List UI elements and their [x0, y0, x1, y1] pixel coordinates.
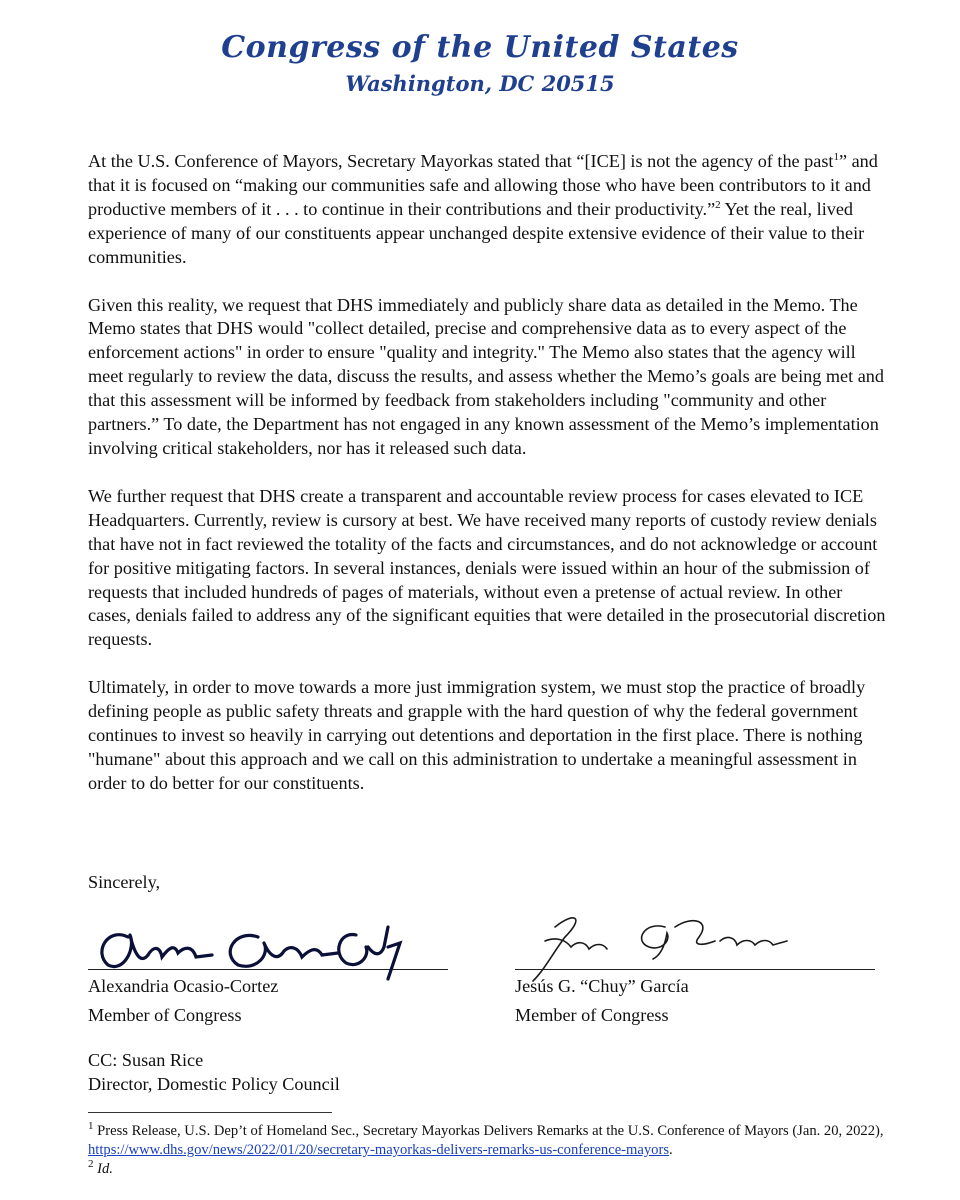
paragraph-1-text-c: Yet the real, lived experience of many of our constituents appear unchanged despite extensive evidence of their value to their communities. — [88, 198, 865, 267]
footnote-1 — [88, 1122, 888, 1160]
letter-body — [88, 150, 888, 820]
footnote-1-link[interactable]: https://www.dhs.gov/news/2022/01/20/secretary-mayorkas-delivers-remarks-us-conference-mayors — [88, 1142, 670, 1158]
signature-block-2 — [515, 905, 875, 1030]
cc-block — [88, 1048, 340, 1096]
closing: Sincerely, — [88, 872, 161, 892]
cc-recipient-title: Director, Domestic Policy Council — [88, 1074, 340, 1094]
footnote-1-text: Press Release, U.S. Dep’t of Homeland Sec., Secretary Mayorkas Delivers Remarks at the U.S. Conference of Mayors (Jan. 20, 2022), — [93, 1123, 884, 1139]
signer-1-title: Member of Congress — [88, 1005, 242, 1025]
paragraph-1-text-a: At the U.S. Conference of Mayors, Secretary Mayorkas stated that “[ICE] is not the agency of the past — [88, 151, 834, 171]
letterhead — [0, 30, 960, 96]
paragraph-1-text-b: ” and that it is focused on “making our communities safe and allowing those who have been contributors to it and productive members of it . . . to continue in their contributions and their productivity.” — [88, 151, 878, 219]
paragraph-2: Given this reality, we request that DHS immediately and publicly share data as detailed in the Memo. The Memo states that DHS would "collect detailed, precise and comprehensive data as to every aspect of the enforcement actions" in order to ensure "quality and integrity." The Memo also states that the agency will meet regularly to review the data, discuss the results, and assess whether the Memo’s goals are being met and that this assessment will be informed by feedback from stakeholders including "community and other partners.” To date, the Department has not engaged in any known assessment of the Memo’s implementation involving critical stakeholders, nor has it released such data. — [88, 294, 884, 458]
signature-line-1 — [88, 905, 448, 970]
signature-line-2 — [515, 905, 875, 970]
footnote-2 — [88, 1160, 888, 1179]
paragraph-3: We further request that DHS create a transparent and accountable review process for cases elevated to ICE Headquarters. Currently, review is cursory at best. We have received many reports of custody review denials that have not in fact reviewed the totality of the facts and circumstances, and do not acknowledge or account for positive mitigating factors. In several instances, denials were issued within an hour of the submission of requests that included hundreds of pages of materials, without even a pretense of actual review. In other cases, denials failed to address any of the significant equities that were detailed in the prosecutorial discretion requests. — [88, 485, 886, 650]
footnote-ref-2: 2 — [715, 198, 721, 211]
signature-2-image — [515, 897, 805, 987]
signature-block-1 — [88, 905, 448, 1030]
letterhead-title: Congress of the United States — [221, 30, 739, 65]
signer-1-name: Alexandria Ocasio-Cortez — [88, 976, 279, 996]
letterhead-address: Washington, DC 20515 — [345, 71, 615, 96]
cc-recipient: CC: Susan Rice — [88, 1050, 204, 1070]
footnote-2-text: Id. — [93, 1161, 113, 1177]
footnote-1-end: . — [669, 1142, 673, 1158]
footnote-ref-1: 1 — [833, 150, 839, 163]
footnote-1-number: 1 — [88, 1120, 94, 1133]
paragraph-4: Ultimately, in order to move towards a more just immigration system, we must stop the practice of broadly defining people as public safety threats and grapple with the hard question of why the federal government continues to invest so heavily in carrying out detentions and deportation in the first place. There is nothing "humane" about this approach and we call on this administration to undertake a meaningful assessment in order to do better for our constituents. — [88, 677, 866, 793]
signer-2-title: Member of Congress — [515, 1005, 669, 1025]
paragraph-1 — [88, 150, 888, 270]
signature-1-image — [88, 907, 418, 987]
footnotes — [88, 1122, 888, 1179]
footnote-2-number: 2 — [88, 1158, 94, 1171]
signer-2-name: Jesús G. “Chuy” García — [515, 976, 689, 996]
footnote-divider — [88, 1112, 332, 1113]
